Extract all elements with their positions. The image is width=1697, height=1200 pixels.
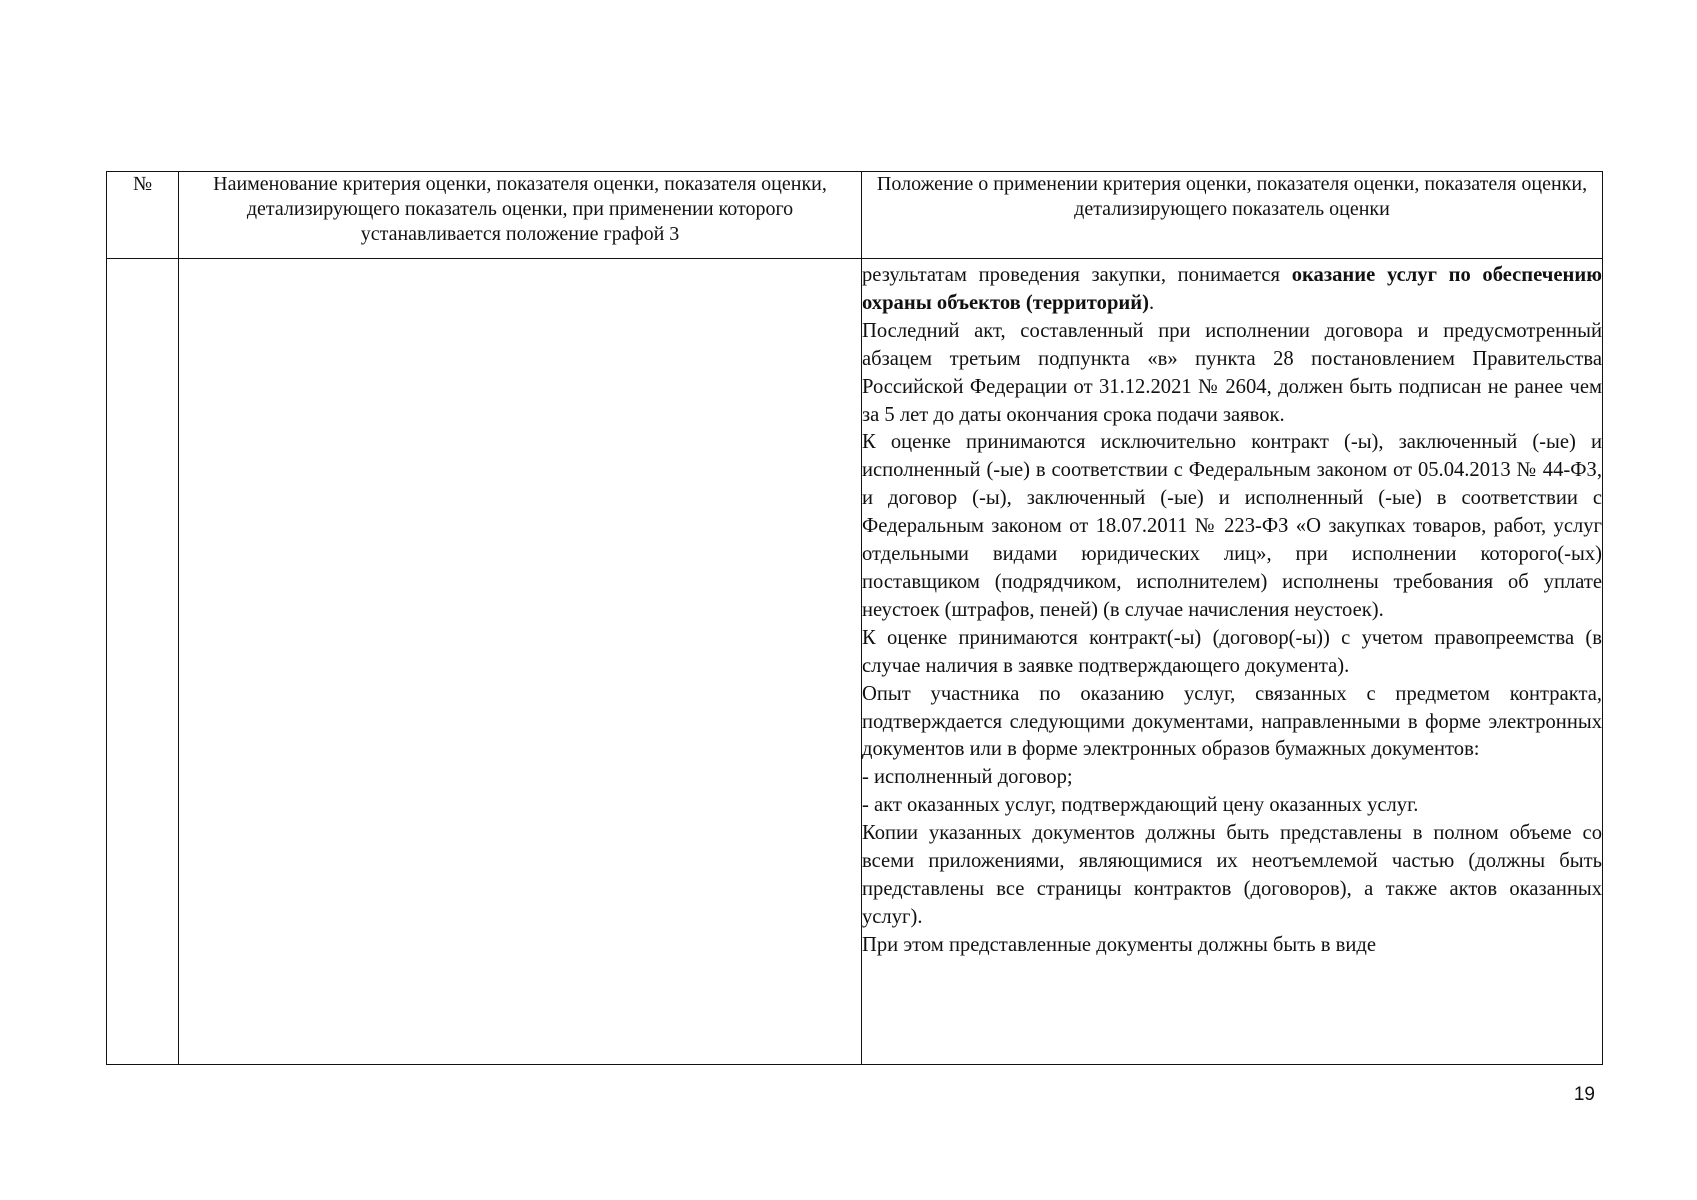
list-item-contract: - исполненный договор; bbox=[862, 766, 1073, 789]
row-name-cell bbox=[179, 259, 862, 1065]
row-number-cell bbox=[107, 259, 179, 1065]
paragraph-8: Копии указанных документов должны быть представлены в полном объеме со всеми приложениями, являющимися их неотъемлемой частью (должны быть представлены все страницы контрактов (договоров), а также актов оказанных услуг). bbox=[862, 822, 1602, 928]
page-number: 19 bbox=[1573, 1084, 1595, 1105]
paragraph-3: К оценке принимаются исключительно контракт (-ы), заключенный (-ые) и исполненный (-ые) в соответствии с Федеральным законом от 05.04.2013 № 44-ФЗ, и договор (-ы), заключенный (-ые) и исполненный (-ые) в соответствии с Федеральным законом от 18.07.2011 № 223-ФЗ «О закупках товаров, работ, услуг отдельными видами юридических лиц», при исполнении которого(-ых) поставщиком (подрядчиком, исполнителем) исполнены требования об уплате неустоек (штрафов, пеней) (в случае начисления неустоек). bbox=[862, 431, 1602, 621]
paragraph-2: Последний акт, составленный при исполнении договора и предусмотренный абзацем третьим подпункта «в» пункта 28 постановлением Правительства Российской Федерации от 31.12.2021 № 2604, должен быть подписан не ранее чем за 5 лет до даты окончания срока подачи заявок. bbox=[862, 319, 1602, 426]
paragraph-1 bbox=[862, 262, 1602, 318]
criteria-table bbox=[106, 171, 1603, 1065]
table-row bbox=[107, 259, 1603, 1065]
position-text bbox=[862, 262, 1602, 960]
list-item-act: - акт оказанных услуг, подтверждающий цену оказанных услуг. bbox=[862, 794, 1419, 817]
paragraph-1-bold: оказание услуг по обеспечению охраны объектов (территорий) bbox=[862, 264, 1602, 314]
paragraph-4: К оценке принимаются контракт(-ы) (договор(-ы)) с учетом правопреемства (в случае наличия в заявке подтверждающего документа). bbox=[862, 626, 1602, 677]
paragraph-9: При этом представленные документы должны быть в виде bbox=[862, 933, 1377, 956]
paragraph-1-start: результатам проведения закупки, понимается bbox=[862, 264, 1292, 286]
header-criterion-name: Наименование критерия оценки, показателя оценки, показателя оценки, детализирующего показатель оценки, при применении которого устанавливается положение графой 3 bbox=[179, 172, 862, 259]
table-header-row bbox=[107, 172, 1603, 259]
paragraph-1-end: . bbox=[1149, 291, 1155, 314]
header-number: № bbox=[107, 172, 179, 259]
row-position-cell bbox=[862, 259, 1603, 1065]
paragraph-5: Опыт участника по оказанию услуг, связанных с предметом контракта, подтверждается следующими документами, направленными в форме электронных документов или в форме электронных образов бумажных документов: bbox=[862, 682, 1602, 761]
header-criterion-position: Положение о применении критерия оценки, показателя оценки, показателя оценки, детализирующего показатель оценки bbox=[862, 172, 1603, 259]
